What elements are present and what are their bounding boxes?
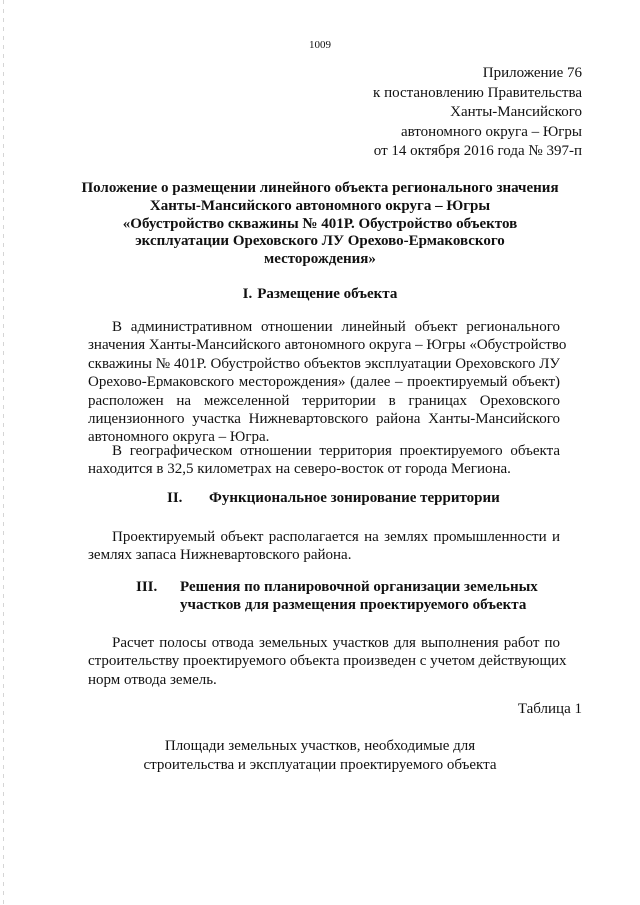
appendix-line: от 14 октября 2016 года № 397-п bbox=[373, 143, 582, 160]
appendix-line: к постановлению Правительства bbox=[373, 84, 582, 101]
paragraph-line: В географическом отношении территория проектируемого объекта bbox=[112, 443, 560, 459]
section-2-paragraph bbox=[88, 528, 560, 565]
table-caption-line: Площади земельных участков, необходимые для bbox=[164, 738, 476, 754]
paragraph-line: автономного округа – Югра. bbox=[88, 429, 270, 446]
title-line: месторождения» bbox=[264, 251, 376, 268]
section-1-heading bbox=[0, 285, 640, 303]
section-1-number: I. bbox=[242, 286, 253, 302]
section-3-paragraph bbox=[88, 634, 567, 689]
section-1-title: Размещение объекта bbox=[257, 286, 398, 302]
paragraph-line: находится в 32,5 километрах на северо-восток от города Мегиона. bbox=[88, 461, 511, 478]
paragraph-line: Орехово-Ермаковского месторождения» (далее – проектируемый объект) bbox=[88, 374, 560, 391]
section-1-paragraph-1 bbox=[88, 318, 567, 447]
paragraph-line: Проектируемый объект располагается на землях промышленности и bbox=[112, 529, 560, 545]
section-1-paragraph-2 bbox=[88, 442, 560, 479]
paragraph-line: землях запаса Нижневартовского района. bbox=[88, 547, 352, 564]
paragraph-line: норм отвода земель. bbox=[88, 671, 217, 688]
section-3-title-line: Решения по планировочной организации земельных bbox=[180, 579, 538, 595]
title-line: Положение о размещении линейного объекта регионального значения bbox=[81, 180, 559, 196]
section-3-title-line: участков для размещения проектируемого объекта bbox=[180, 597, 527, 613]
paragraph-line: значения Ханты-Мансийского автономного округа – Югры «Обустройство bbox=[88, 337, 567, 354]
paragraph-line: Расчет полосы отвода земельных участков для выполнения работ по bbox=[112, 635, 560, 651]
document-title bbox=[60, 180, 580, 269]
paragraph-line: расположен на межселенной территории в границах Ореховского bbox=[88, 392, 560, 409]
section-3-title bbox=[180, 578, 538, 614]
section-2-title: Функциональное зонирование территории bbox=[209, 490, 500, 506]
appendix-line: автономного округа – Югры bbox=[400, 123, 582, 140]
appendix-block bbox=[373, 64, 582, 162]
table-caption bbox=[0, 737, 640, 775]
paragraph-line: строительству проектируемого объекта произведен с учетом действующих bbox=[88, 653, 567, 670]
appendix-line: Ханты-Мансийского bbox=[450, 104, 582, 121]
title-line: эксплуатации Ореховского ЛУ Орехово-Ермаковского bbox=[135, 233, 505, 250]
page-number: 1009 bbox=[309, 39, 331, 51]
section-3-number: III. bbox=[136, 579, 158, 595]
title-line: Ханты-Мансийского автономного округа – Югры bbox=[149, 197, 491, 214]
section-2-number: II. bbox=[167, 490, 183, 506]
paragraph-line: лицензионного участка Нижневартовского района Ханты-Мансийского bbox=[88, 411, 560, 428]
appendix-line: Приложение 76 bbox=[482, 65, 582, 81]
table-caption-line: строительства и эксплуатации проектируемого объекта bbox=[143, 757, 497, 773]
table-label: Таблица 1 bbox=[517, 701, 582, 717]
paragraph-line: В административном отношении линейный объект регионального bbox=[112, 319, 560, 335]
paragraph-line: скважины № 401Р. Обустройство объектов эксплуатации Ореховского ЛУ bbox=[88, 355, 560, 372]
title-line: «Обустройство скважины № 401Р. Обустройство объектов bbox=[122, 215, 518, 232]
